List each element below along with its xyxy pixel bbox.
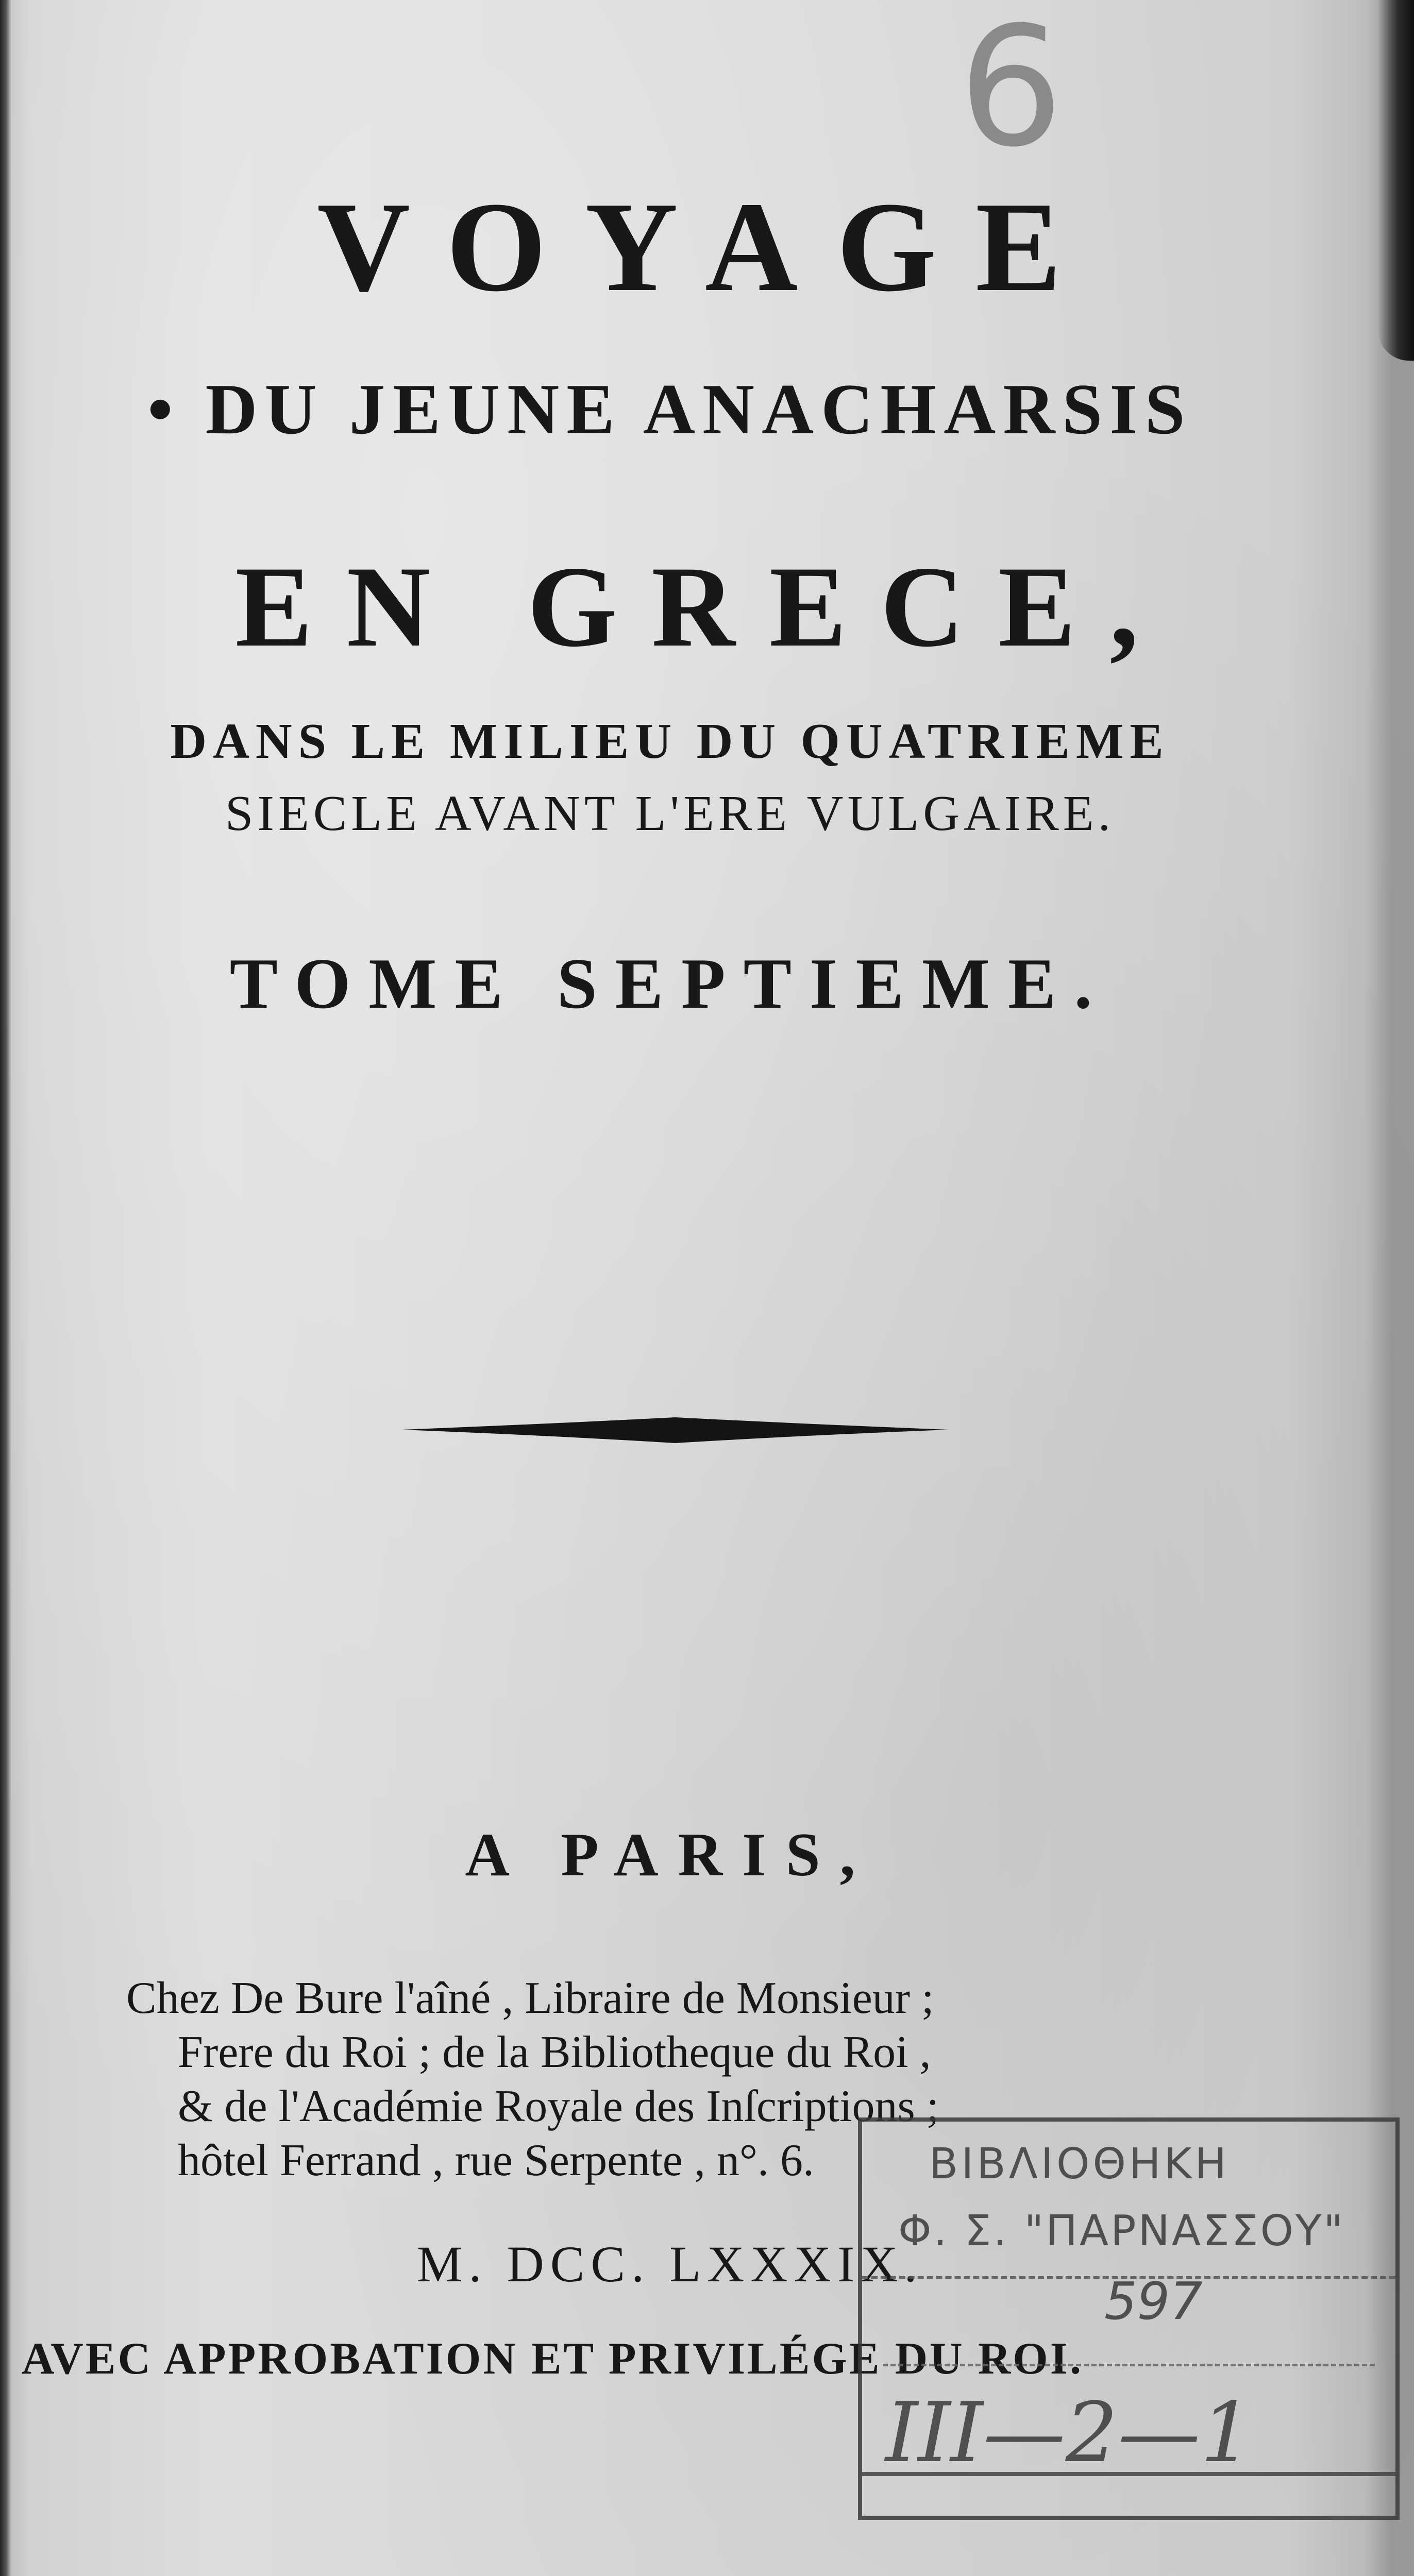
subtitle-line-3: DANS LE MILIEU DU QUATRIEME <box>170 714 1170 769</box>
ornament-rule <box>402 1414 948 1445</box>
imprint-city: A PARIS, <box>465 1820 875 1889</box>
subtitle-line-4: SIECLE AVANT L'ERE VULGAIRE. <box>225 786 1115 841</box>
pencil-mark: 6 <box>958 0 1064 183</box>
book-title: VOYAGE <box>317 176 1100 318</box>
imprint-line-1: Chez De Bure l'aîné , Libraire de Monsieur ; <box>126 1973 934 2023</box>
stamp-accession-number: 597 <box>1104 2271 1203 2331</box>
stamp-shelfmark: III—2—1 <box>885 2384 1253 2481</box>
stamp-library-name: ΒΙΒΛΙΟΘΗΚΗ <box>929 2140 1230 2189</box>
publication-date: M. DCC. LXXXIX. <box>416 2235 923 2293</box>
imprint-line-2: Frere du Roi ; de la Bibliotheque du Roi , <box>178 2027 931 2077</box>
imprint-line-4: hôtel Ferrand , rue Serpente , n°. 6. <box>178 2136 815 2185</box>
page-right-edge <box>1378 0 1414 361</box>
imprint-line-3: & de l'Académie Royale des Inſcriptions ; <box>178 2081 939 2131</box>
library-stamp <box>858 2117 1400 2520</box>
subtitle-line-1: • DU JEUNE ANACHARSIS <box>147 369 1192 449</box>
stamp-society-name: Φ. Σ. "ΠΑΡΝΑΣΣΟΥ" <box>898 2207 1345 2256</box>
stamp-divider <box>883 2364 1375 2366</box>
subtitle-line-2: EN GRECE, <box>235 542 1173 671</box>
privilege-statement: AVEC APPROBATION ET PRIVILÉGE DU ROI. <box>22 2334 1083 2384</box>
volume-label: TOME SEPTIEME. <box>229 944 1110 1024</box>
stamp-bottom-rule <box>862 2472 1395 2476</box>
